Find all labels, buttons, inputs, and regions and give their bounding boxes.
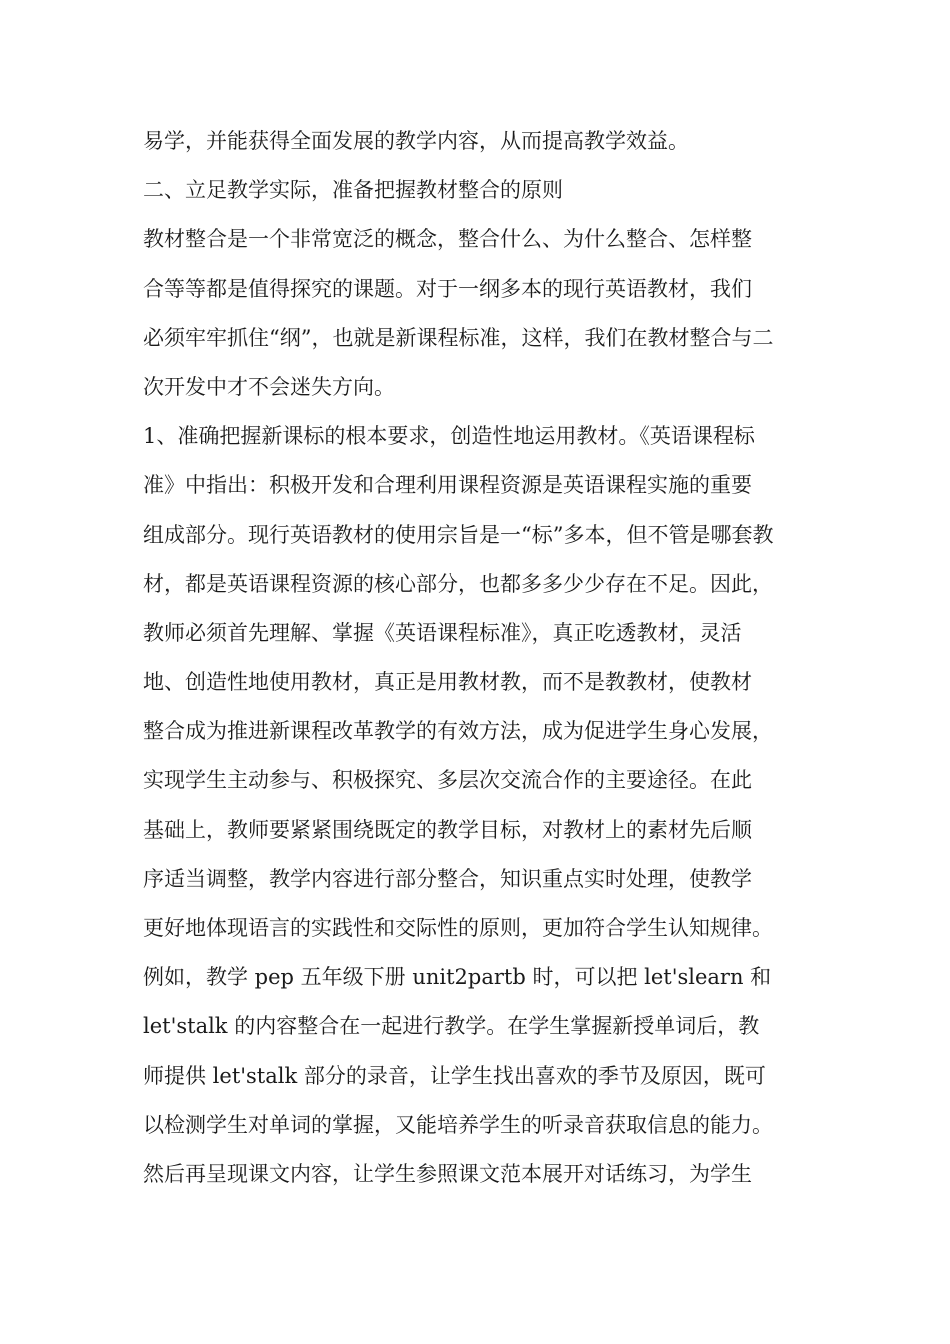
text-line: 更好地体现语言的实践性和交际性的原则，更加符合学生认知规律。 xyxy=(143,916,773,940)
text-line: 以检测学生对单词的掌握，又能培养学生的听录音获取信息的能力。 xyxy=(143,1112,773,1137)
text-line: 整合成为推进新课程改革教学的有效方法，成为促进学生身心发展， xyxy=(143,719,773,744)
text-line: 材，都是英语课程资源的核心部分，也都多多少少存在不足。因此， xyxy=(143,571,773,596)
text-line: 地、创造性地使用教材，真正是用教材教，而不是教教材，使教材 xyxy=(143,670,752,695)
text-line: 组成部分。现行英语教材的使用宗旨是一“标”多本，但不管是哪套教 xyxy=(143,522,774,547)
text-line: 教材整合是一个非常宽泛的概念，整合什么、为什么整合、怎样整 xyxy=(143,227,752,252)
section-heading: 二、立足教学实际，准备把握教材整合的原则 xyxy=(143,178,563,203)
text-line: 例如，教学 pep 五年级下册 unit2partb 时，可以把 let'slearn 和 xyxy=(143,965,772,990)
body-text xyxy=(143,117,823,1199)
text-line: 1、准确把握新课标的根本要求，创造性地运用教材。《英语课程标 xyxy=(143,424,755,449)
text-line: 准》中指出：积极开发和合理利用课程资源是英语课程实施的重要 xyxy=(143,473,752,498)
text-line: 实现学生主动参与、积极探究、多层次交流合作的主要途径。在此 xyxy=(143,768,752,793)
text-line: 序适当调整，教学内容进行部分整合，知识重点实时处理，使教学 xyxy=(143,866,752,891)
text-line: 必须牢牢抓住“纲”，也就是新课程标准，这样，我们在教材整合与二 xyxy=(143,325,774,350)
text-line: 教师必须首先理解、掌握《英语课程标准》，真正吃透教材，灵活 xyxy=(143,620,742,645)
text-line: 合等等都是值得探究的课题。对于一纲多本的现行英语教材，我们 xyxy=(143,276,752,301)
text-line: 易学，并能获得全面发展的教学内容，从而提高教学效益。 xyxy=(143,129,689,153)
text-line: 次开发中才不会迷失方向。 xyxy=(143,374,395,399)
text-line: 基础上，教师要紧紧围绕既定的教学目标，对教材上的素材先后顺 xyxy=(143,817,752,842)
text-line: 然后再呈现课文内容，让学生参照课文范本展开对话练习，为学生 xyxy=(143,1161,752,1186)
text-line: let'stalk 的内容整合在一起进行教学。在学生掌握新授单词后，教 xyxy=(143,1014,760,1039)
text-line: 师提供 let'stalk 部分的录音，让学生找出喜欢的季节及原因，既可 xyxy=(143,1063,766,1088)
